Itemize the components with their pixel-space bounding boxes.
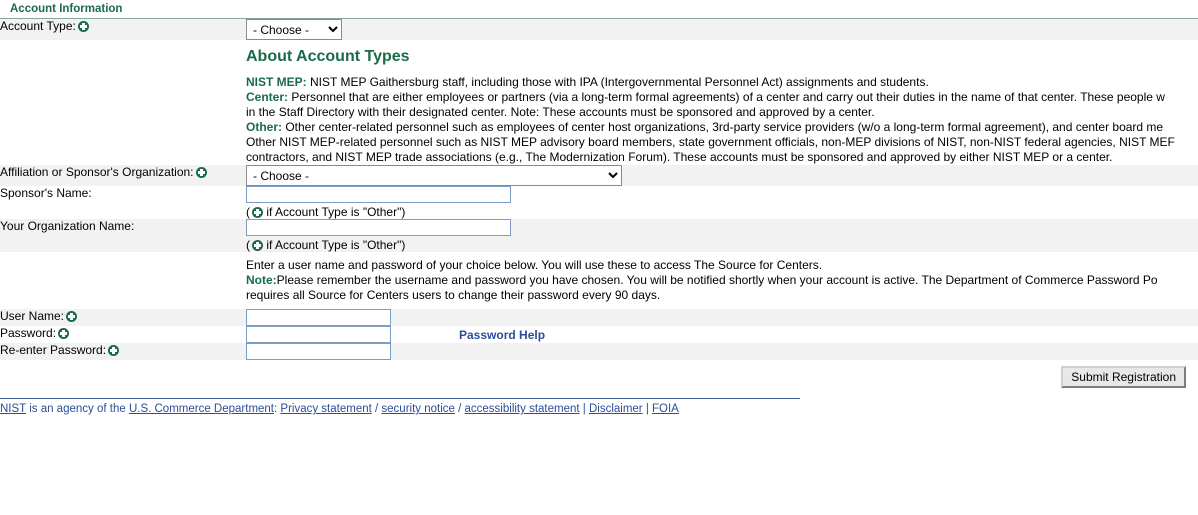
footer-colon: :	[274, 403, 281, 415]
account-type-label-cell	[0, 19, 246, 40]
row-affiliation	[0, 165, 1198, 186]
about-term: Other:	[246, 120, 282, 134]
row-user-name	[0, 309, 1198, 326]
about-text: NIST MEP Gaithersburg staff, including those with IPA (Intergovernmental Personnel Act) assignments and students.	[306, 75, 929, 89]
submit-row	[0, 360, 1198, 394]
note-line-3: requires all Source for Centers users to change their password every 90 days.	[246, 288, 661, 302]
password-help-link[interactable]: Password Help	[459, 327, 546, 342]
reenter-password-label-cell	[0, 343, 246, 360]
user-name-input[interactable]	[246, 309, 391, 326]
affiliation-label: Affiliation or Sponsor's Organization:	[0, 165, 194, 179]
row-about-account-types	[0, 40, 1198, 165]
user-name-label: User Name:	[0, 309, 65, 323]
row-reenter-password	[0, 343, 1198, 360]
user-name-label-cell	[0, 309, 246, 326]
footer-sep-2: |	[642, 403, 653, 415]
org-name-field-cell	[246, 219, 1198, 252]
required-icon	[252, 207, 263, 218]
hint-suffix: if Account Type is "Other")	[263, 238, 406, 252]
account-type-label: Account Type:	[0, 19, 76, 33]
password-note	[246, 252, 1198, 309]
hint-prefix: (	[246, 238, 250, 252]
required-icon	[196, 167, 207, 178]
sponsor-name-input[interactable]	[246, 186, 511, 203]
required-icon	[252, 240, 263, 251]
about-text: Personnel that are either employees or partners (via a long-term formal agreements) of a center and carry out their duties in the name of that center. These people w	[288, 90, 1165, 104]
required-icon	[66, 311, 77, 322]
footer	[0, 398, 800, 415]
footer-foia-link[interactable]: FOIA	[652, 403, 679, 415]
about-line	[246, 120, 1198, 135]
row-sponsor-name	[0, 186, 1198, 219]
about-heading: About Account Types	[246, 48, 410, 65]
footer-accessibility-link[interactable]: accessibility statement	[464, 403, 580, 415]
about-line	[246, 90, 1198, 105]
footer-disclaimer-link[interactable]: Disclaimer	[588, 403, 643, 415]
about-text: contractors, and NIST MEP trade associations (e.g., The Modernization Forum). These accounts must be sponsored and approved by either NIST MEP or a center.	[246, 150, 1113, 164]
footer-privacy-link[interactable]: Privacy statement	[280, 403, 372, 415]
note-line-1: Enter a user name and password of your choice below. You will use these to access The Source for Centers.	[246, 258, 823, 272]
row-password	[0, 326, 1198, 343]
footer-commerce-link[interactable]: U.S. Commerce Department	[128, 403, 275, 415]
submit-registration-button[interactable]: Submit Registration	[1061, 366, 1186, 388]
sponsor-name-label: Sponsor's Name:	[0, 186, 92, 200]
about-term: Center:	[246, 90, 289, 104]
password-label-cell	[0, 326, 246, 343]
note-line-2	[246, 273, 1198, 288]
reenter-password-label: Re-enter Password:	[0, 343, 107, 357]
sponsor-name-field-cell	[246, 186, 1198, 219]
registration-form	[0, 19, 1198, 360]
sponsor-name-label-cell	[0, 186, 246, 219]
hint-suffix: if Account Type is "Other")	[263, 205, 406, 219]
affiliation-field-cell	[246, 165, 1198, 186]
note-text: Please remember the username and password you have chosen. You will be notified shortly when your account is active. The Department of Commerce Password Po	[276, 273, 1158, 287]
note-spacer-cell	[0, 252, 246, 309]
required-icon	[58, 328, 69, 339]
row-account-type	[0, 19, 1198, 40]
sponsor-name-hint	[246, 203, 1198, 219]
required-icon	[108, 345, 119, 356]
org-name-input[interactable]	[246, 219, 511, 236]
required-icon	[78, 21, 89, 32]
password-label: Password:	[0, 326, 57, 340]
footer-slash-2: /	[454, 403, 465, 415]
about-body	[246, 75, 1198, 165]
about-line	[246, 75, 1198, 90]
about-line	[246, 105, 1198, 120]
about-term: NIST MEP:	[246, 75, 307, 89]
affiliation-select[interactable]	[246, 165, 622, 186]
footer-mid-text: is an agency of the	[26, 403, 129, 415]
password-field-cell	[246, 326, 1198, 343]
org-name-hint	[246, 236, 1198, 252]
about-line	[246, 135, 1198, 150]
row-password-note	[0, 252, 1198, 309]
about-text: Other center-related personnel such as employees of center host organizations, 3rd-party service providers (w/o a long-term formal agreement), and center board me	[282, 120, 1164, 134]
about-spacer-cell	[0, 40, 246, 165]
section-title: Account Information	[0, 0, 1198, 19]
account-type-field-cell	[246, 19, 1198, 40]
footer-nist-link[interactable]: NIST	[0, 403, 26, 415]
org-name-label-cell	[0, 219, 246, 252]
hint-prefix: (	[246, 205, 250, 219]
user-name-field-cell	[246, 309, 1198, 326]
about-text: Other NIST MEP-related personnel such as NIST MEP advisory board members, state government officials, non-MEP divisions of NIST, non-NIST federal agencies, NIST MEF	[246, 135, 1175, 149]
note-lead: Note:	[246, 273, 277, 287]
password-note-cell	[246, 252, 1198, 309]
about-text: in the Staff Directory with their designated center. Note: These accounts must be sponsored and approved by a center.	[246, 105, 875, 119]
row-org-name	[0, 219, 1198, 252]
account-type-select[interactable]	[246, 19, 342, 40]
org-name-label: Your Organization Name:	[0, 219, 135, 233]
reenter-password-field-cell	[246, 343, 1198, 360]
password-input[interactable]	[246, 326, 391, 343]
reenter-password-input[interactable]	[246, 343, 391, 360]
about-account-types-cell	[246, 40, 1198, 165]
affiliation-label-cell	[0, 165, 246, 186]
about-line	[246, 150, 1198, 165]
footer-slash-1: /	[371, 403, 382, 415]
footer-security-link[interactable]: security notice	[381, 403, 455, 415]
footer-sep-1: |	[579, 403, 589, 415]
